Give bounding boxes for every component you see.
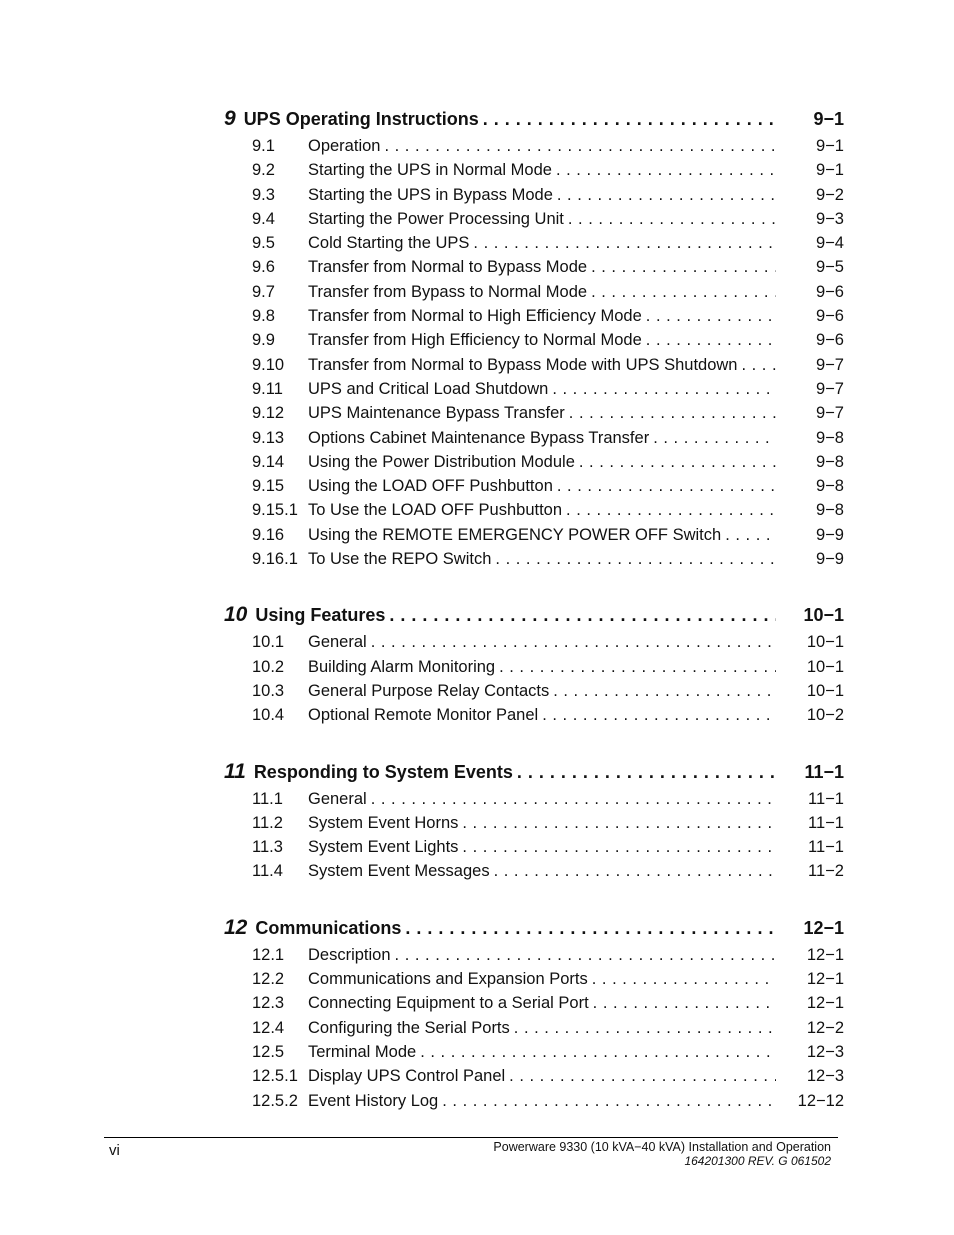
toc-entry[interactable] xyxy=(224,970,844,994)
section-title: System Event Messages xyxy=(308,862,490,881)
section-number: 9.7 xyxy=(252,282,275,301)
section-page: 12−2 xyxy=(806,1018,844,1037)
section-number: 9.12 xyxy=(252,404,285,423)
toc-entry[interactable] xyxy=(224,258,844,282)
dot-leader xyxy=(462,838,776,857)
section-title: Using the REMOTE EMERGENCY POWER OFF Switch xyxy=(308,525,722,544)
section-page: 9−7 xyxy=(816,379,844,398)
dot-leader xyxy=(553,682,776,701)
section-title: Operation xyxy=(308,137,381,155)
toc-chapter xyxy=(224,760,844,887)
section-title: Starting the UPS in Normal Mode xyxy=(308,161,552,180)
section-page: 10−1 xyxy=(806,633,844,652)
dot-leader xyxy=(741,356,776,375)
toc-entry[interactable] xyxy=(224,453,844,477)
toc-entry[interactable] xyxy=(224,404,844,428)
toc-entry[interactable] xyxy=(224,477,844,501)
section-page: 9−5 xyxy=(816,258,844,277)
section-number: 9.2 xyxy=(252,161,275,180)
section-page: 9−1 xyxy=(816,161,844,180)
dot-leader xyxy=(371,633,776,652)
section-number: 10.3 xyxy=(252,681,285,700)
toc-entry[interactable] xyxy=(224,526,844,550)
section-page: 12−3 xyxy=(806,1042,844,1061)
section-number: 12.1 xyxy=(252,945,285,964)
section-number: 12.2 xyxy=(252,970,285,989)
toc-entry[interactable] xyxy=(224,283,844,307)
section-number: 11.3 xyxy=(252,838,283,857)
section-page: 9−9 xyxy=(816,550,844,569)
footer-divider xyxy=(104,1137,838,1138)
section-title: Display UPS Control Panel xyxy=(308,1067,506,1086)
section-title: Transfer from Normal to Bypass Mode with UPS Shutdown xyxy=(308,355,738,374)
chapter-number: 9 xyxy=(224,107,236,130)
dot-leader xyxy=(442,1092,776,1111)
section-page: 12−1 xyxy=(806,970,844,989)
section-number: 9.11 xyxy=(252,379,283,398)
section-title: General xyxy=(308,633,367,652)
section-title: Starting the UPS in Bypass Mode xyxy=(308,185,553,204)
toc-entry[interactable] xyxy=(224,307,844,331)
dot-leader xyxy=(514,1019,776,1038)
toc-entry[interactable] xyxy=(224,137,844,161)
toc-chapter xyxy=(224,603,844,730)
toc-entry[interactable] xyxy=(224,1067,844,1091)
toc-entry[interactable] xyxy=(224,814,844,838)
section-page: 11−1 xyxy=(808,838,844,857)
section-page: 9−9 xyxy=(816,525,844,544)
dot-leader xyxy=(725,526,776,545)
section-title: General Purpose Relay Contacts xyxy=(308,681,550,700)
dot-leader xyxy=(591,283,776,302)
section-page: 9−1 xyxy=(816,137,844,155)
dot-leader xyxy=(646,307,776,326)
section-number: 12.5 xyxy=(252,1042,285,1061)
section-number: 9.16.1 xyxy=(252,550,298,569)
section-page: 10−1 xyxy=(806,657,844,676)
section-number: 9.4 xyxy=(252,209,275,228)
section-title: System Event Horns xyxy=(308,813,459,832)
chapter-number: 12 xyxy=(224,915,248,939)
section-page: 9−8 xyxy=(816,452,844,471)
dot-leader xyxy=(556,161,776,180)
toc-entry[interactable] xyxy=(224,331,844,355)
toc-entry[interactable] xyxy=(224,1043,844,1067)
section-title: Transfer from Normal to Bypass Mode xyxy=(308,258,588,277)
section-title: Transfer from Normal to High Efficiency Mode xyxy=(308,307,642,326)
dot-leader xyxy=(569,404,776,423)
toc-entry[interactable] xyxy=(224,234,844,258)
section-page: 11−1 xyxy=(808,789,844,808)
section-number: 9.15 xyxy=(252,477,285,496)
dot-leader xyxy=(509,1067,776,1086)
toc-entry[interactable] xyxy=(224,658,844,682)
dot-leader xyxy=(473,234,776,253)
dot-leader xyxy=(384,137,776,156)
dot-leader xyxy=(371,790,776,809)
dot-leader xyxy=(566,501,776,520)
dot-leader xyxy=(552,380,776,399)
chapter-number: 11 xyxy=(224,759,246,783)
section-title: System Event Lights xyxy=(308,838,459,857)
chapter-page: 9−1 xyxy=(813,109,844,129)
section-title: UPS and Critical Load Shutdown xyxy=(308,379,549,398)
section-number: 11.4 xyxy=(252,862,283,881)
section-title: Starting the Power Processing Unit xyxy=(308,209,564,228)
dot-leader xyxy=(395,946,776,965)
dot-leader xyxy=(591,258,776,277)
section-number: 9.5 xyxy=(252,234,275,253)
chapter-page: 11−1 xyxy=(804,761,844,782)
toc-entry[interactable] xyxy=(224,186,844,210)
dot-leader xyxy=(420,1043,776,1062)
section-page: 9−6 xyxy=(816,307,844,326)
section-number: 12.4 xyxy=(252,1018,285,1037)
toc-chapter-heading[interactable] xyxy=(224,603,844,633)
dot-leader xyxy=(542,706,776,725)
dot-leader xyxy=(495,550,776,569)
section-title: Options Cabinet Maintenance Bypass Transfer xyxy=(308,428,650,447)
section-title: Transfer from Bypass to Normal Mode xyxy=(308,282,588,301)
section-title: Optional Remote Monitor Panel xyxy=(308,706,539,725)
section-page: 9−8 xyxy=(816,477,844,496)
dot-leader xyxy=(389,605,776,626)
section-title: Event History Log xyxy=(308,1091,439,1110)
section-title: To Use the LOAD OFF Pushbutton xyxy=(308,501,563,520)
chapter-title: UPS Operating Instructions xyxy=(243,109,479,129)
dot-leader xyxy=(557,186,776,205)
section-number: 9.14 xyxy=(252,452,285,471)
section-number: 9.10 xyxy=(252,355,285,374)
dot-leader xyxy=(646,331,776,350)
chapter-title: Using Features xyxy=(255,605,386,626)
dot-leader xyxy=(568,210,776,229)
section-page: 9−8 xyxy=(816,501,844,520)
dot-leader xyxy=(653,429,776,448)
dot-leader xyxy=(499,658,776,677)
section-title: UPS Maintenance Bypass Transfer xyxy=(308,404,565,423)
section-title: Configuring the Serial Ports xyxy=(308,1018,510,1037)
page-number: vi xyxy=(109,1142,120,1159)
section-page: 9−8 xyxy=(816,428,844,447)
toc-entry[interactable] xyxy=(224,790,844,814)
section-number: 11.1 xyxy=(252,789,283,808)
section-page: 9−3 xyxy=(816,209,844,228)
section-page: 9−2 xyxy=(816,185,844,204)
section-page: 12−1 xyxy=(806,994,844,1013)
toc-entry[interactable] xyxy=(224,1092,844,1116)
toc-chapter-heading[interactable] xyxy=(224,916,844,946)
section-number: 12.5.2 xyxy=(252,1091,298,1110)
section-number: 10.1 xyxy=(252,633,285,652)
section-title: Connecting Equipment to a Serial Port xyxy=(308,994,589,1013)
toc-entry[interactable] xyxy=(224,550,844,574)
toc-chapter-heading[interactable] xyxy=(224,107,844,137)
chapter-title: Communications xyxy=(255,917,402,938)
dot-leader xyxy=(593,994,776,1013)
section-page: 11−1 xyxy=(808,813,844,832)
toc-entry[interactable] xyxy=(224,706,844,730)
dot-leader xyxy=(494,862,776,881)
dot-leader xyxy=(483,109,776,130)
section-number: 11.2 xyxy=(252,813,283,832)
section-number: 9.16 xyxy=(252,525,285,544)
footer-document-title: Powerware 9330 (10 kVA−40 kVA) Installation and Operation xyxy=(493,1140,831,1154)
toc-entry[interactable] xyxy=(224,429,844,453)
toc-entry[interactable] xyxy=(224,210,844,234)
toc-entry[interactable] xyxy=(224,994,844,1018)
toc-entry[interactable] xyxy=(224,161,844,185)
toc-entry[interactable] xyxy=(224,380,844,404)
section-title: Description xyxy=(308,945,391,964)
toc-entry[interactable] xyxy=(224,682,844,706)
section-page: 9−6 xyxy=(816,282,844,301)
section-page: 11−2 xyxy=(808,862,844,881)
section-title: Terminal Mode xyxy=(308,1042,417,1061)
section-number: 9.8 xyxy=(252,307,275,326)
table-of-contents xyxy=(224,107,844,1145)
toc-chapter xyxy=(224,916,844,1116)
toc-chapter xyxy=(224,107,844,574)
chapter-title: Responding to System Events xyxy=(253,761,513,782)
section-page: 12−1 xyxy=(806,945,844,964)
dot-leader xyxy=(405,918,776,939)
toc-entry[interactable] xyxy=(224,633,844,657)
section-title: Using the Power Distribution Module xyxy=(308,452,575,471)
section-number: 12.3 xyxy=(252,994,285,1013)
chapter-number: 10 xyxy=(224,603,248,627)
toc-entry[interactable] xyxy=(224,862,844,886)
section-title: General xyxy=(308,789,367,808)
section-title: Communications and Expansion Ports xyxy=(308,970,588,989)
section-number: 9.9 xyxy=(252,331,275,350)
section-page: 9−7 xyxy=(816,404,844,423)
section-number: 9.6 xyxy=(252,258,275,277)
section-title: Using the LOAD OFF Pushbutton xyxy=(308,477,553,496)
toc-entry[interactable] xyxy=(224,1019,844,1043)
section-number: 9.1 xyxy=(252,137,275,155)
section-number: 10.4 xyxy=(252,706,285,725)
section-title: Transfer from High Efficiency to Normal Mode xyxy=(308,331,642,350)
chapter-page: 10−1 xyxy=(803,605,844,626)
dot-leader xyxy=(579,453,776,472)
footer-document-id: 164201300 REV. G 061502 xyxy=(684,1154,831,1168)
toc-entry[interactable] xyxy=(224,501,844,525)
section-number: 9.13 xyxy=(252,428,285,447)
toc-entry[interactable] xyxy=(224,838,844,862)
section-page: 12−3 xyxy=(806,1067,844,1086)
section-page: 9−7 xyxy=(816,355,844,374)
section-number: 10.2 xyxy=(252,657,285,676)
toc-entry[interactable] xyxy=(224,946,844,970)
toc-chapter-heading[interactable] xyxy=(224,760,844,790)
section-page: 9−4 xyxy=(816,234,844,253)
dot-leader xyxy=(592,970,776,989)
chapter-page: 12−1 xyxy=(803,917,844,938)
section-page: 10−2 xyxy=(806,706,844,725)
section-number: 9.15.1 xyxy=(252,501,298,520)
section-number: 12.5.1 xyxy=(252,1067,298,1086)
dot-leader xyxy=(557,477,776,496)
toc-entry[interactable] xyxy=(224,356,844,380)
section-title: To Use the REPO Switch xyxy=(308,550,492,569)
section-page: 10−1 xyxy=(806,681,844,700)
section-title: Cold Starting the UPS xyxy=(308,234,470,253)
dot-leader xyxy=(462,814,776,833)
section-number: 9.3 xyxy=(252,185,275,204)
dot-leader xyxy=(517,762,776,783)
section-page: 9−6 xyxy=(816,331,844,350)
section-title: Building Alarm Monitoring xyxy=(308,657,496,676)
section-page: 12−12 xyxy=(797,1091,844,1110)
